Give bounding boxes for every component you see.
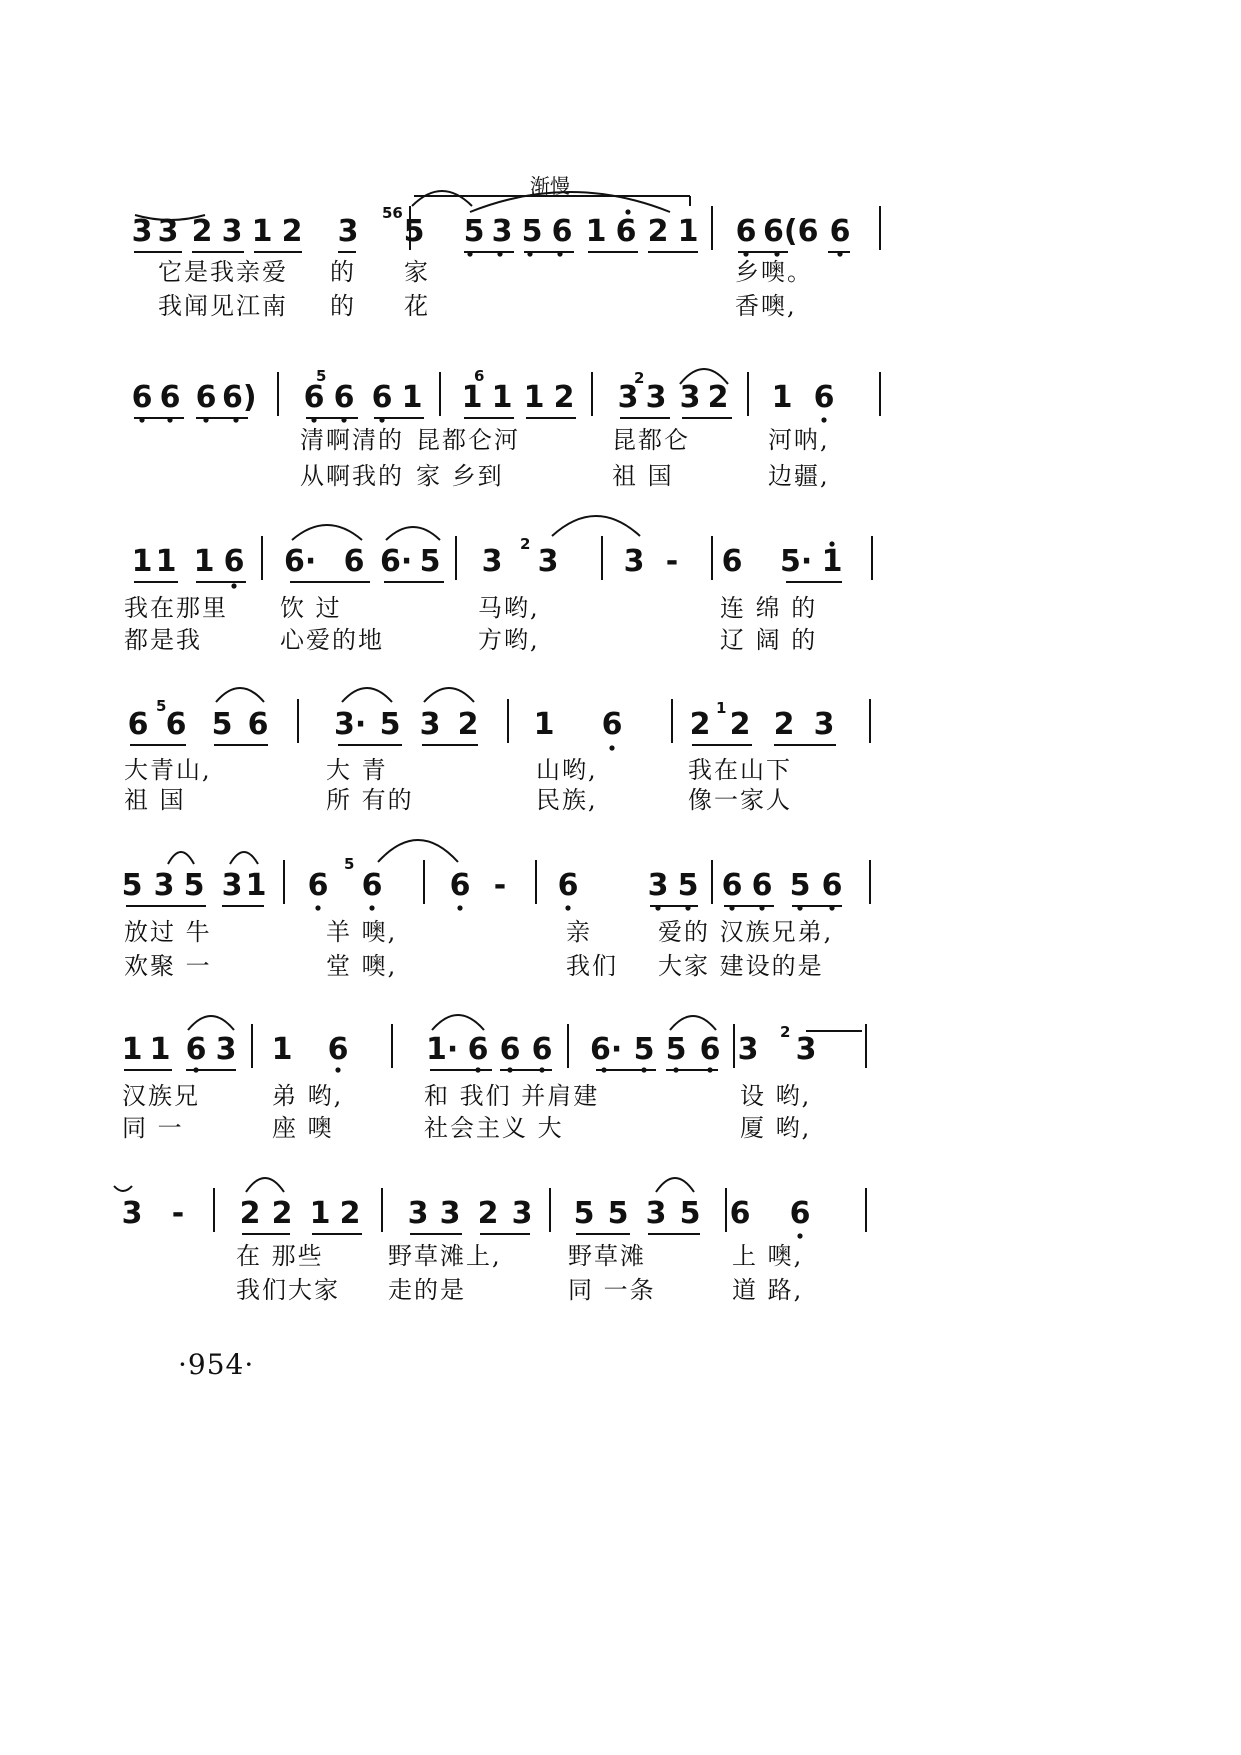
jianpu-note: 6·	[590, 1032, 623, 1067]
octave-dot	[231, 583, 236, 588]
jianpu-note: 1	[585, 214, 607, 249]
jianpu-note: 3	[215, 1032, 237, 1067]
jianpu-note: 6	[601, 707, 623, 742]
octave-dot	[475, 1067, 480, 1072]
lyric-verse-2: 花	[404, 292, 430, 320]
jianpu-note: -	[171, 1196, 185, 1231]
lyric-verse-2: 民族,	[536, 786, 598, 814]
slur	[386, 527, 440, 540]
octave-dot	[685, 905, 690, 910]
octave-dot	[311, 417, 316, 422]
octave-dot	[167, 417, 172, 422]
slur	[188, 1016, 234, 1030]
lyric-verse-1: 羊 噢,	[326, 918, 398, 946]
jianpu-note: 1	[771, 380, 793, 415]
lyric-verse-1: 河呐,	[768, 426, 830, 454]
jianpu-note: 6	[751, 868, 773, 903]
jianpu-note: 2	[281, 214, 303, 249]
lyric-verse-2: 道 路,	[732, 1276, 804, 1304]
lyric-verse-2: 堂 噢,	[326, 952, 398, 980]
lyric-verse-1: 饮 过	[280, 594, 342, 622]
jianpu-note: 3	[221, 214, 243, 249]
octave-dot	[837, 251, 842, 256]
lyric-verse-2: 从啊我的	[300, 462, 404, 490]
jianpu-note: 2	[271, 1196, 293, 1231]
jianpu-note: 3	[511, 1196, 533, 1231]
grace-note: 5	[316, 367, 327, 385]
octave-dot	[829, 905, 834, 910]
jianpu-note: 6	[371, 380, 393, 415]
octave-dot	[609, 745, 614, 750]
octave-dot	[335, 1067, 340, 1072]
jianpu-note: 2	[647, 214, 669, 249]
jianpu-note: 6	[551, 214, 573, 249]
lyric-verse-1: 的	[330, 258, 356, 286]
octave-dot	[601, 1067, 606, 1072]
slur	[432, 1015, 484, 1030]
jianpu-note: 1	[533, 707, 555, 742]
lyric-verse-2: 走的是	[388, 1276, 466, 1304]
jianpu-note: 3	[153, 868, 175, 903]
lyric-verse-2: 的	[330, 292, 356, 320]
jianpu-note: 6	[721, 868, 743, 903]
octave-dot	[233, 417, 238, 422]
lyric-verse-2: 辽 阔 的	[720, 626, 818, 654]
grace-note: 2	[634, 369, 645, 387]
jianpu-note: 5	[403, 214, 425, 249]
octave-dot	[565, 905, 570, 910]
jianpu-note: 6	[127, 707, 149, 742]
octave-dot	[557, 251, 562, 256]
lyric-verse-1: 大青山,	[124, 756, 212, 784]
octave-dot	[507, 1067, 512, 1072]
lyric-verse-2: 座 噢	[272, 1114, 334, 1142]
jianpu-note: 3	[645, 1196, 667, 1231]
jianpu-note: 1	[121, 1032, 143, 1067]
slur	[552, 516, 640, 536]
slur	[412, 191, 472, 206]
lyric-verse-1: 它是我亲爱	[158, 258, 288, 286]
jianpu-note: 6)	[222, 380, 257, 415]
lyric-verse-1: 上 噢,	[732, 1242, 804, 1270]
lyric-verse-1: 连 绵 的	[720, 594, 818, 622]
jianpu-note: 2	[477, 1196, 499, 1231]
jianpu-note: 5	[633, 1032, 655, 1067]
jianpu-note: 1·	[426, 1032, 459, 1067]
jianpu-note: 1	[155, 544, 177, 579]
jianpu-note: 5	[573, 1196, 595, 1231]
lyric-verse-1: 我在那里	[124, 594, 228, 622]
lyric-verse-2: 我们	[566, 952, 618, 980]
grace-note: 6	[474, 367, 485, 385]
slur	[342, 688, 392, 702]
octave-dot	[341, 417, 346, 422]
octave-dot	[539, 1067, 544, 1072]
jianpu-note: 1	[523, 380, 545, 415]
grace-note: 5	[344, 855, 355, 873]
grace-note: 1	[716, 699, 727, 717]
jianpu-note: -	[665, 544, 679, 579]
jianpu-note: 3	[481, 544, 503, 579]
lyric-verse-1: 汉族兄	[122, 1082, 200, 1110]
jianpu-note: 3	[337, 214, 359, 249]
jianpu-note: 6	[789, 1196, 811, 1231]
lyric-verse-2: 家 乡到	[416, 462, 504, 490]
lyric-verse-1: 我在山下	[688, 756, 792, 784]
jianpu-note: 6	[449, 868, 471, 903]
jianpu-note: 3	[647, 868, 669, 903]
octave-dot	[139, 417, 144, 422]
lyric-verse-1: 清啊清的	[300, 426, 404, 454]
lyric-verse-2: 祖 国	[124, 786, 186, 814]
jianpu-note: 2	[553, 380, 575, 415]
octave-dot	[673, 1067, 678, 1072]
jianpu-note: 1	[309, 1196, 331, 1231]
grace-note: 2	[780, 1023, 791, 1041]
octave-dot	[743, 251, 748, 256]
jianpu-note: 6	[195, 380, 217, 415]
octave-dot	[797, 1233, 802, 1238]
jianpu-note: 5	[121, 868, 143, 903]
lyric-verse-1: 野草滩上,	[388, 1242, 502, 1270]
lyric-verse-1: 昆都仑	[612, 426, 690, 454]
lyric-verse-1: 亲	[566, 918, 592, 946]
page-number: ·954·	[178, 1348, 255, 1381]
jianpu-note: 6	[223, 544, 245, 579]
jianpu-note: 5	[521, 214, 543, 249]
lyric-verse-1: 乡噢。	[735, 258, 813, 286]
jianpu-note: 3	[157, 214, 179, 249]
jianpu-note: 6	[699, 1032, 721, 1067]
jianpu-note: 2	[191, 214, 213, 249]
lyric-verse-2: 都是我	[124, 626, 202, 654]
octave-dot	[655, 905, 660, 910]
jianpu-note: 2	[707, 380, 729, 415]
jianpu-note: 5	[665, 1032, 687, 1067]
jianpu-note: 6	[829, 214, 851, 249]
octave-dot	[497, 251, 502, 256]
jianpu-note: 2	[773, 707, 795, 742]
lyric-verse-2: 我闻见江南	[158, 292, 288, 320]
jianpu-note: 6	[327, 1032, 349, 1067]
jianpu-note: 1	[491, 380, 513, 415]
jianpu-note: 6	[729, 1196, 751, 1231]
jianpu-note: 6	[165, 707, 187, 742]
octave-dot	[193, 1067, 198, 1072]
jianpu-note: 5	[677, 868, 699, 903]
jianpu-note: 2	[339, 1196, 361, 1231]
jianpu-note: 5	[789, 868, 811, 903]
jianpu-note: 1	[401, 380, 423, 415]
lyric-verse-2: 边疆,	[768, 462, 830, 490]
jianpu-note: 5	[463, 214, 485, 249]
jianpu-note: 1	[271, 1032, 293, 1067]
octave-dot	[467, 251, 472, 256]
jianpu-note: 6	[307, 868, 329, 903]
octave-dot	[203, 417, 208, 422]
lyric-verse-1: 弟 哟,	[272, 1082, 344, 1110]
jianpu-note: 6	[813, 380, 835, 415]
jianpu-note: 3·	[334, 707, 367, 742]
tie-continuation	[114, 1186, 132, 1191]
lyric-verse-1: 山哟,	[536, 756, 598, 784]
jianpu-note: 3	[679, 380, 701, 415]
lyric-verse-2: 方哟,	[478, 626, 540, 654]
jianpu-note: 3	[131, 214, 153, 249]
jianpu-note: 3	[407, 1196, 429, 1231]
slur	[424, 688, 474, 702]
jianpu-note: 6	[821, 868, 843, 903]
octave-dot	[729, 905, 734, 910]
lyric-verse-1: 放过 牛	[124, 918, 212, 946]
jianpu-note: 6	[499, 1032, 521, 1067]
slur	[168, 852, 194, 864]
jianpu-note: 1	[821, 544, 843, 579]
octave-dot	[457, 905, 462, 910]
jianpu-note: 1	[677, 214, 699, 249]
lyric-verse-1: 爱的 汉族兄弟,	[658, 918, 834, 946]
lyric-verse-2: 厦 哟,	[740, 1114, 812, 1142]
jianpu-note: 5	[183, 868, 205, 903]
grace-note: 56	[382, 204, 403, 222]
octave-dot	[774, 251, 779, 256]
octave-dot	[369, 905, 374, 910]
lyric-verse-2: 心爱的地	[280, 626, 384, 654]
jianpu-note: 6(6	[763, 214, 819, 249]
lyric-verse-2: 同 一条	[568, 1276, 656, 1304]
octave-dot	[379, 417, 384, 422]
jianpu-note: 3	[537, 544, 559, 579]
jianpu-note: 6	[185, 1032, 207, 1067]
grace-note: 2	[520, 535, 531, 553]
jianpu-note: 1	[245, 868, 267, 903]
jianpu-note: 1	[461, 380, 483, 415]
lyric-verse-2: 香噢,	[735, 292, 797, 320]
jianpu-note: 3	[121, 1196, 143, 1231]
jianpu-note: 1	[131, 544, 153, 579]
jianpu-note: 3	[813, 707, 835, 742]
jianpu-note: 2	[729, 707, 751, 742]
lyric-verse-1: 野草滩	[568, 1242, 646, 1270]
slur	[216, 688, 264, 702]
jianpu-note: 6	[247, 707, 269, 742]
slur	[230, 852, 258, 864]
lyric-verse-2: 大家 建设的是	[658, 952, 824, 980]
jianpu-note: 6	[131, 380, 153, 415]
lyric-verse-1: 和 我们 并肩建	[424, 1082, 600, 1110]
jianpu-note: 3	[221, 868, 243, 903]
jianpu-note: 5	[419, 544, 441, 579]
lyric-verse-2: 社会主义 大	[424, 1114, 564, 1142]
jianpu-note: 6	[615, 214, 637, 249]
jianpu-note: 5	[679, 1196, 701, 1231]
octave-dot	[527, 251, 532, 256]
jianpu-note: 1	[251, 214, 273, 249]
jianpu-note: 1	[193, 544, 215, 579]
slur	[246, 1178, 284, 1192]
lyric-verse-2: 所 有的	[326, 786, 414, 814]
jianpu-note: 6·	[380, 544, 413, 579]
tempo-marking: 渐慢	[530, 174, 570, 198]
octave-dot	[797, 905, 802, 910]
lyric-verse-2: 像一家人	[688, 786, 792, 814]
jianpu-note: 3	[439, 1196, 461, 1231]
jianpu-note: 1	[149, 1032, 171, 1067]
jianpu-note: 3	[617, 380, 639, 415]
jianpu-note: 6	[361, 868, 383, 903]
lyric-verse-1: 昆都仑河	[416, 426, 520, 454]
lyric-verse-2: 同 一	[122, 1114, 184, 1142]
slur	[378, 840, 458, 862]
octave-dot	[641, 1067, 646, 1072]
lyric-verse-2: 欢聚 一	[124, 952, 212, 980]
jianpu-note: 5	[379, 707, 401, 742]
lyric-verse-1: 家	[404, 258, 430, 286]
jianpu-note: 2	[457, 707, 479, 742]
jianpu-note: 6	[557, 868, 579, 903]
jianpu-note: 2	[689, 707, 711, 742]
octave-dot	[759, 905, 764, 910]
lyric-verse-1: 大 青	[326, 756, 388, 784]
jianpu-note: 3	[623, 544, 645, 579]
lyric-verse-2: 祖 国	[612, 462, 674, 490]
grace-note: 5	[156, 697, 167, 715]
lyric-verse-1: 在 那些	[236, 1242, 324, 1270]
jianpu-note: 6·	[284, 544, 317, 579]
lyric-verse-2: 我们大家	[236, 1276, 340, 1304]
jianpu-note: 6	[721, 544, 743, 579]
jianpu-note: 3	[491, 214, 513, 249]
jianpu-note: 6	[333, 380, 355, 415]
jianpu-note: 6	[343, 544, 365, 579]
octave-dot	[707, 1067, 712, 1072]
jianpu-note: -	[493, 868, 507, 903]
jianpu-note: 3	[737, 1032, 759, 1067]
jianpu-note: 6	[159, 380, 181, 415]
slur	[670, 1016, 716, 1030]
jianpu-note: 3	[795, 1032, 817, 1067]
lyric-verse-1: 设 哟,	[740, 1082, 812, 1110]
jianpu-note: 6	[735, 214, 757, 249]
jianpu-note: 6	[303, 380, 325, 415]
slur	[656, 1178, 694, 1192]
jianpu-note: 5·	[780, 544, 813, 579]
jianpu-note: 6	[531, 1032, 553, 1067]
jianpu-note: 5	[607, 1196, 629, 1231]
octave-dot	[821, 417, 826, 422]
octave-dot	[315, 905, 320, 910]
jianpu-note: 6	[467, 1032, 489, 1067]
jianpu-note: 2	[239, 1196, 261, 1231]
jianpu-note: 3	[419, 707, 441, 742]
jianpu-note: 5	[211, 707, 233, 742]
slur	[292, 525, 362, 540]
jianpu-note: 3	[645, 380, 667, 415]
lyric-verse-1: 马哟,	[478, 594, 540, 622]
